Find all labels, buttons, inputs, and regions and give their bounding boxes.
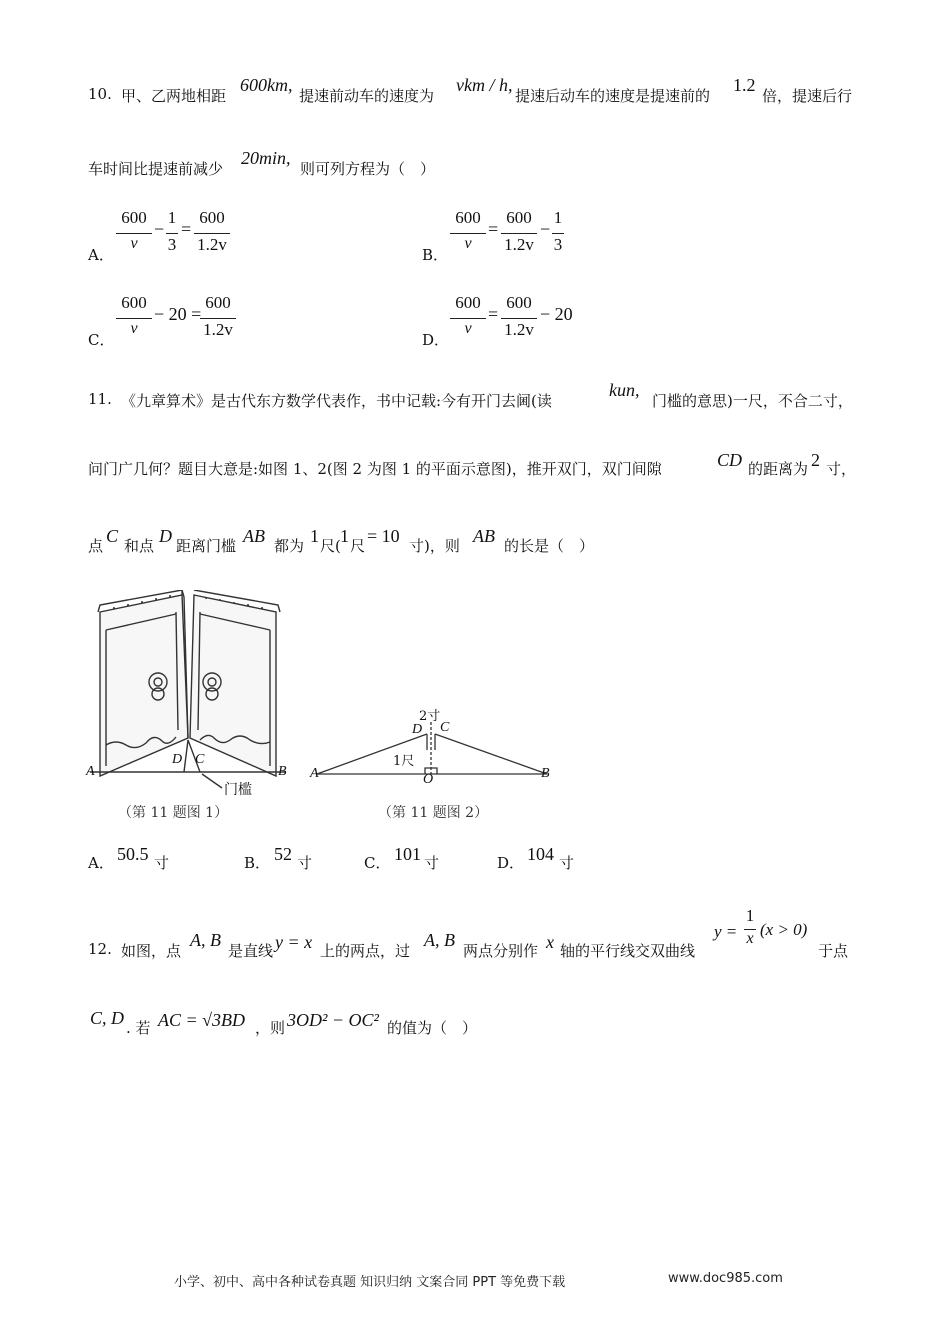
- fraction: 600 1.2v: [194, 208, 230, 256]
- operator: − 20: [540, 304, 573, 324]
- q10-number: 10.: [88, 85, 112, 103]
- fraction: 600 v: [116, 208, 152, 256]
- q10-text: 甲、乙两地相距: [121, 87, 227, 105]
- q11-math: kun,: [609, 380, 640, 400]
- q11-text: 都为: [274, 537, 305, 555]
- q10-text: 车时间比提速前减少: [88, 160, 224, 178]
- fraction: 1 3: [553, 208, 563, 254]
- q11-text: 点: [88, 537, 104, 555]
- fig2-label-b: B: [541, 766, 550, 781]
- fig1-caption: （第 11 题图 1）: [118, 805, 229, 821]
- q11-option-c-label: C．: [364, 854, 391, 872]
- q12-text: 是直线: [228, 942, 274, 960]
- q11-option-a-value: 50.5: [117, 844, 149, 864]
- q12-math: A, B: [424, 930, 455, 950]
- q11-number: 11.: [88, 390, 112, 408]
- fig1-label-b: B: [278, 764, 287, 779]
- footer-site-link[interactable]: www.doc985.com: [668, 1271, 783, 1286]
- operator: =: [181, 219, 192, 239]
- q11-option-c-unit: 寸: [424, 854, 440, 872]
- q11-math: AB: [473, 526, 495, 546]
- q12-text: 如图，点: [121, 942, 182, 960]
- door-figure-1: [84, 590, 294, 826]
- fraction: 1 3: [167, 208, 177, 254]
- fraction: 600 1.2v: [501, 208, 537, 256]
- q11-text: 《九章算术》是古代东方数学代表作，书中记载:今有开门去阃(读: [121, 392, 552, 410]
- q11-math: C: [106, 526, 119, 546]
- q11-math: = 10: [367, 526, 400, 546]
- fig1-label-d: D: [172, 752, 183, 767]
- fig2-label-c: C: [440, 720, 450, 735]
- fraction: 600 v: [450, 293, 486, 341]
- q10-math: 1.2: [733, 75, 756, 95]
- q11-math: D: [159, 526, 172, 546]
- q10-text: 提速后动车的速度是提速前的: [515, 87, 711, 105]
- q10-math: 20min,: [241, 148, 291, 168]
- q11-option-d-value: 104: [527, 844, 554, 864]
- q10-option-c-label: C．: [88, 331, 115, 349]
- q12-text: 于点: [818, 942, 849, 960]
- q11-text: 寸，: [826, 460, 857, 478]
- q11-math: 1: [310, 526, 319, 546]
- fig2-distance-label: 1尺: [393, 754, 415, 769]
- q11-text: 尺: [350, 537, 366, 555]
- fig2-caption: （第 11 题图 2）: [378, 805, 489, 821]
- q11-option-b-value: 52: [274, 844, 292, 864]
- q12-math: y = x: [275, 932, 313, 952]
- q10-option-d-label: D．: [422, 331, 450, 349]
- q12-text: ，则: [255, 1019, 286, 1037]
- fig2-label-a: A: [310, 766, 319, 781]
- fraction: 600 v: [450, 208, 486, 256]
- q12-math: (x > 0): [760, 920, 808, 939]
- q11-option-a-unit: 寸: [154, 854, 170, 872]
- q11-option-d-unit: 寸: [559, 854, 575, 872]
- operator: −: [540, 219, 551, 239]
- q12-text: 两点分别作: [463, 942, 539, 960]
- fig2-label-d: D: [412, 722, 423, 737]
- q11-text: 问门广几何？题目大意是:如图 1、2(图 2 为图 1 的平面示意图)，推开双门，双门间隙: [88, 460, 662, 478]
- fig1-label-a: A: [86, 764, 95, 779]
- fraction: 600 1.2v: [200, 293, 236, 341]
- q10-option-a-label: A．: [88, 246, 114, 264]
- q11-option-b-label: B．: [244, 854, 271, 872]
- q10-option-b-label: B．: [422, 246, 449, 264]
- q11-text: 门槛的意思)一尺，不合二寸，: [652, 392, 853, 410]
- q12-text: 的值为（ ）: [387, 1019, 478, 1037]
- q12-math: AC = √3BD: [158, 1010, 246, 1030]
- q12-math: x: [546, 932, 554, 952]
- q12-math: A, B: [190, 930, 221, 950]
- q12-math: y =: [714, 922, 738, 941]
- q11-math: AB: [243, 526, 265, 546]
- q11-text: 和点: [124, 537, 155, 555]
- operator: − 20 =: [154, 304, 202, 324]
- footer-text: 小学、初中、高中各种试卷真题 知识归纳 文案合同 PPT 等免费下载: [174, 1275, 566, 1290]
- operator: =: [488, 304, 499, 324]
- fig2-gap-label: 2寸: [419, 709, 441, 724]
- q10-text: 提速前动车的速度为: [299, 87, 435, 105]
- q11-math: 2: [811, 450, 820, 470]
- q11-math: 1: [340, 526, 349, 546]
- fraction: 1 x: [745, 906, 755, 947]
- q10-text: 倍，提速后行: [762, 87, 853, 105]
- q11-option-b-unit: 寸: [297, 854, 313, 872]
- q11-option-c-value: 101: [394, 844, 421, 864]
- q11-math: CD: [717, 450, 743, 470]
- q12-math: C, D: [90, 1008, 125, 1028]
- q12-text: 轴的平行线交双曲线: [560, 942, 696, 960]
- q10-math: 600km,: [240, 75, 293, 95]
- q11-text: 的长是（ ）: [504, 537, 595, 555]
- operator: −: [154, 219, 165, 239]
- q10-math: vkm / h,: [456, 75, 513, 95]
- q12-text: . 若: [126, 1019, 151, 1037]
- operator: =: [488, 219, 499, 239]
- fraction: 600 1.2v: [501, 293, 537, 341]
- q11-text: 距离门槛: [176, 537, 237, 555]
- fig1-sill-label: 门槛: [224, 782, 252, 798]
- q10-text: 则可列方程为（ ）: [300, 160, 436, 178]
- q11-text: 的距离为: [748, 460, 809, 478]
- q11-text: 尺(: [320, 537, 341, 555]
- q11-text: 寸)，则: [409, 537, 460, 555]
- q12-text: 上的两点，过: [320, 942, 411, 960]
- q12-number: 12.: [88, 940, 112, 958]
- q11-option-a-label: A．: [88, 854, 114, 872]
- fig2-label-o: O: [423, 772, 434, 787]
- q12-math: 3OD² − OC²: [287, 1010, 379, 1030]
- fraction: 600 v: [116, 293, 152, 341]
- fig1-label-c: C: [195, 752, 205, 767]
- q11-option-d-label: D．: [497, 854, 525, 872]
